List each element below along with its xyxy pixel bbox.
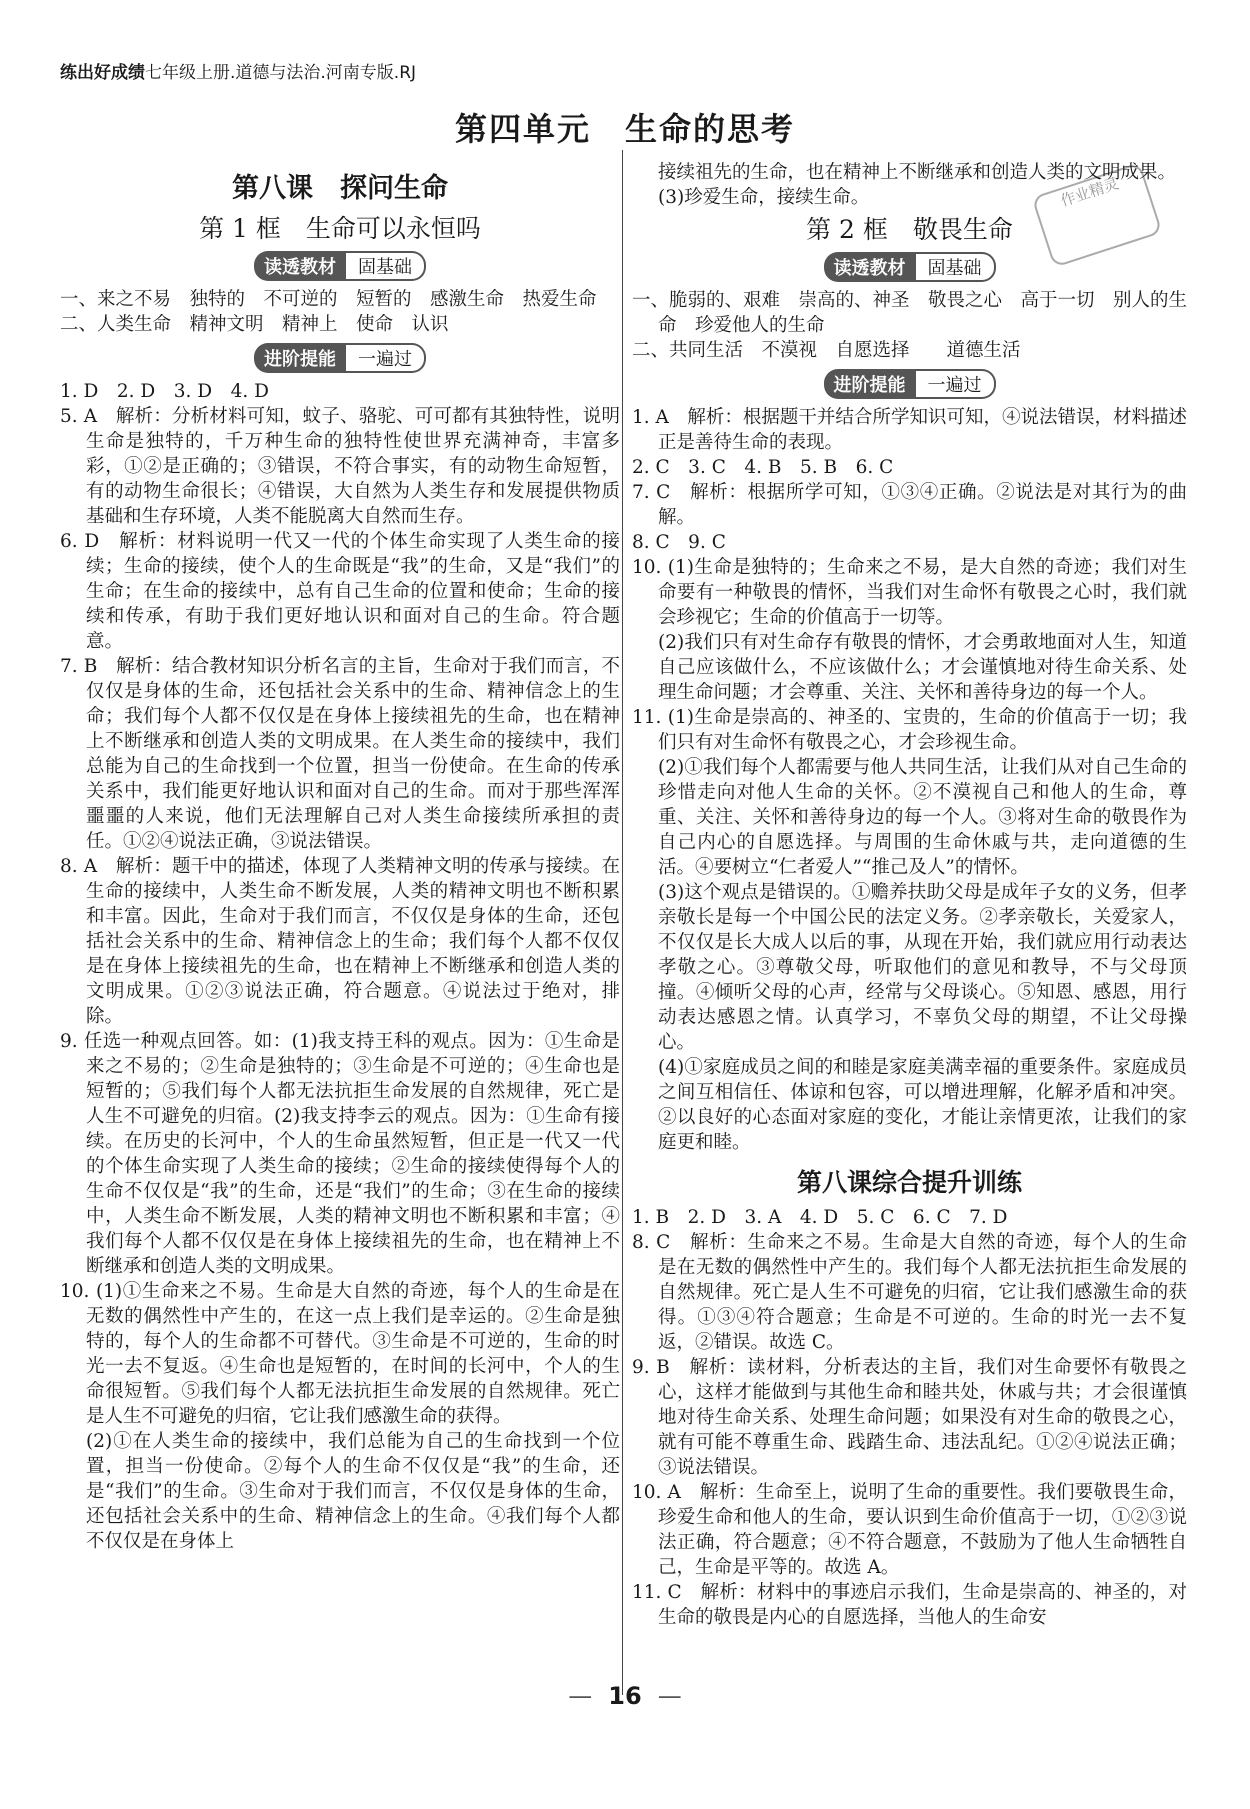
section-tag: 进阶提能 一遍过	[60, 343, 620, 373]
answer: 10. (1)①生命来之不易。生命是大自然的奇迹，每个人的生命是在无数的偶然性中产生的，在这一点上我们是幸运的。②生命是独特的，每个人的生命都不可替代。③生命是不可逆的，生命的时光一去不复返。④生命也是短暂的，在时间的长河中，个人的生命很短暂。⑤我们每个人都无法抗拒生命发展的自然规律。死亡是人生不可避免的归宿，它让我们感激生命的获得。	[60, 1281, 620, 1427]
section-tag: 进阶提能 一遍过	[632, 369, 1187, 399]
answer-cont: (3)珍爱生命，接续生命。	[658, 187, 870, 208]
answer: 1. A 解析：根据题干并结合所学知识可知，④说法错误，材料描述正是善待生命的表现。	[632, 407, 1187, 453]
answer: 8. C 9. C	[632, 532, 726, 553]
fill-answer: 二、人类生命 精神文明 精神上 使命 认识	[60, 314, 449, 335]
answer-sub: (2)①在人类生命的接续中，我们总能为自己的生命找到一个位置，担当一份使命。②每个人的生命不仅仅是“我”的生命，还是“我们”的生命。③生命对于我们而言，不仅仅是身体的生命，还包括社会关系中的生命、精神信念上的生命。④我们每个人都不仅仅是在身体上	[86, 1431, 620, 1552]
stamp-watermark: 作业精灵	[1031, 162, 1162, 268]
running-header	[60, 58, 416, 83]
answer: 10. (1)生命是独特的；生命来之不易，是大自然的奇迹；我们对生命要有一种敬畏的情怀，当我们对生命怀有敬畏之心时，我们就会珍视它；生命的价值高于一切等。	[632, 557, 1187, 628]
section-title: 第八课综合提升训练	[796, 1168, 1022, 1197]
frame-title: 第 2 框 敬畏生命	[806, 215, 1013, 244]
answer: 11. (1)生命是崇高的、神圣的、宝贵的，生命的价值高于一切；我们只有对生命怀有敬畏之心，才会珍视生命。	[632, 707, 1187, 753]
answer: 8. A 解析：题干中的描述，体现了人类精神文明的传承与接续。在生命的接续中，人类生命不断发展，人类的精神文明也不断积累和丰富。因此，生命对于我们而言，不仅仅是身体的生命，还包括社会关系中的生命、精神信念上的生命；我们每个人都不仅仅是在身体上接续祖先的生命，也在精神上不断继承和创造人类的文明成果。①②③说法正确，符合题意。④说法过于绝对，排除。	[60, 856, 620, 1027]
brand: 练出好成绩	[60, 63, 145, 83]
answer-cont: 接续祖先的生命，也在精神上不断继承和创造人类的文明成果。	[658, 162, 1177, 183]
answer: 5. A 解析：分析材料可知，蚊子、骆驼、可可都有其独特性，说明生命是独特的，千万种生命的独特性使世界充满神奇，丰富多彩，①②是正确的；③错误，不符合事实，有的动物生命短暂，有的动物生命很长；④错误，大自然为人类生存和发展提供物质基础和生存环境，人类不能脱离大自然而生存。	[60, 406, 620, 527]
answer: 1. B 2. D 3. A 4. D 5. C 6. C 7. D	[632, 1207, 1008, 1228]
answer-sub: (2)①我们每个人都需要与他人共同生活，让我们从对自己生命的珍惜走向对他人生命的关怀。②不漠视自己和他人的生命，尊重、关注、关怀和善待身边的每一个人。③将对生命的敬畏作为自己内心的自愿选择。与周围的生命休戚与共，走向道德的生活。④要树立“仁者爱人”“推己及人”的情怀。	[658, 757, 1187, 878]
section-tag: 读透教材 固基础	[632, 252, 1187, 282]
section-tag: 读透教材 固基础	[60, 251, 620, 281]
frame-title: 第 1 框 生命可以永恒吗	[199, 214, 481, 243]
right-column	[632, 160, 1187, 1630]
column-divider	[622, 150, 623, 1695]
unit-title: 第四单元 生命的思考	[454, 110, 795, 148]
answer: 9. B 解析：读材料，分析表达的主旨，我们对生命要怀有敬畏之心，这样才能做到与其他生命和睦共处，休戚与共；才会很谨慎地对待生命关系、处理生命问题；如果没有对生命的敬畏之心，就有可能不尊重生命、践踏生命、违法乱纪。①②④说法正确；③说法错误。	[632, 1357, 1187, 1478]
answer: 10. A 解析：生命至上，说明了生命的重要性。我们要敬畏生命，珍爱生命和他人的生命，要认识到生命价值高于一切，①②③说法正确，符合题意；④不符合题意，不鼓励为了他人生命牺牲自己，生命是平等的。故选 A。	[632, 1482, 1187, 1578]
answer: 9. 任选一种观点回答。如：(1)我支持王科的观点。因为：①生命是来之不易的；②生命是独特的；③生命是不可逆的；④生命也是短暂的；⑤我们每个人都无法抗拒生命发展的自然规律，死亡是人生不可避免的归宿。(2)我支持李云的观点。因为：①生命有接续。在历史的长河中，个人的生命虽然短暂，但正是一代又一代的个体生命实现了人类生命的接续；②生命的接续使得每个人的生命不仅仅是“我”的生命，还是“我们”的生命；③在生命的接续中，人类生命不断发展，人类的精神文明也不断积累和丰富；④我们每个人都不仅仅是在身体上接续祖先的生命，也在精神上不断继承和创造人类的文明成果。	[60, 1031, 620, 1277]
answer: 7. B 解析：结合教材知识分析名言的主旨，生命对于我们而言，不仅仅是身体的生命，还包括社会关系中的生命、精神信念上的生命；我们每个人都不仅仅是在身体上接续祖先的生命，也在精神上不断继承和创造人类的文明成果。在人类生命的接续中，我们总能为自己的生命找到一个位置，担当一份使命。在生命的传承关系中，我们能更好地认识和面对自己的生命。而对于那些浑浑噩噩的人来说，他们无法理解自己对人类生命接续所承担的责任。①②④说法正确，③说法错误。	[60, 656, 620, 852]
answer: 1. D 2. D 3. D 4. D	[60, 381, 269, 402]
answer: 6. D 解析：材料说明一代又一代的个体生命实现了人类生命的接续；生命的接续，使个人的生命既是“我”的生命，又是“我们”的生命；在生命的接续中，总有自己生命的位置和使命；生命的接续和传承，有助于我们更好地认识和面对自己的生命。符合题意。	[60, 531, 620, 652]
answer-sub: (2)我们只有对生命存有敬畏的情怀，才会勇敢地面对人生，知道自己应该做什么，不应该做什么；才会谨慎地对待生命关系、处理生命问题；才会尊重、关注、关怀和善待身边的每一个人。	[658, 632, 1187, 703]
answer: 11. C 解析：材料中的事迹启示我们，生命是崇高的、神圣的，对生命的敬畏是内心的自愿选择，当他人的生命安	[632, 1582, 1187, 1628]
fill-answer: 一、脆弱的、艰难 崇高的、神圣 敬畏之心 高于一切 别人的生命 珍爱他人的生命	[632, 290, 1188, 336]
left-column	[60, 160, 620, 1554]
answer-sub: (4)①家庭成员之间的和睦是家庭美满幸福的重要条件。家庭成员之间互相信任、体谅和包容，可以增进理解，化解矛盾和冲突。②以良好的心态面对家庭的变化，才能让亲情更浓，让我们的家庭更和睦。	[658, 1057, 1187, 1153]
answer: 7. C 解析：根据所学可知，①③④正确。②说法是对其行为的曲解。	[632, 482, 1187, 528]
answer: 2. C 3. C 4. B 5. B 6. C	[632, 457, 894, 478]
fill-answer: 二、共同生活 不漠视 自愿选择 道德生活	[632, 340, 1021, 361]
page-number: — 16 —	[0, 1682, 1250, 1710]
answer-sub: (3)这个观点是错误的。①赡养扶助父母是成年子女的义务，但孝亲敬长是每一个中国公民的法定义务。②孝亲敬长，关爱家人，不仅仅是长大成人以后的事，从现在开始，我们就应用行动表达孝敬之心。③尊敬父母，听取他们的意见和教导，不与父母顶撞。④倾听父母的心声，经常与父母谈心。⑤知恩、感恩，用行动表达感恩之情。认真学习，不辜负父母的期望，不让父母操心。	[658, 882, 1187, 1053]
fill-answer: 一、来之不易 独特的 不可逆的 短暂的 感激生命 热爱生命	[60, 289, 597, 310]
answer: 8. C 解析：生命来之不易。生命是大自然的奇迹，每个人的生命是在无数的偶然性中产生的。我们每个人都无法抗拒生命发展的自然规律。死亡是人生不可避免的归宿，它让我们感激生命的获得。①③④符合题意；生命是不可逆的。生命的时光一去不复返，②错误。故选 C。	[632, 1232, 1187, 1353]
lesson-title: 第八课 探问生命	[232, 173, 448, 204]
book-info: 七年级上册.道德与法治.河南专版.RJ	[145, 63, 417, 83]
